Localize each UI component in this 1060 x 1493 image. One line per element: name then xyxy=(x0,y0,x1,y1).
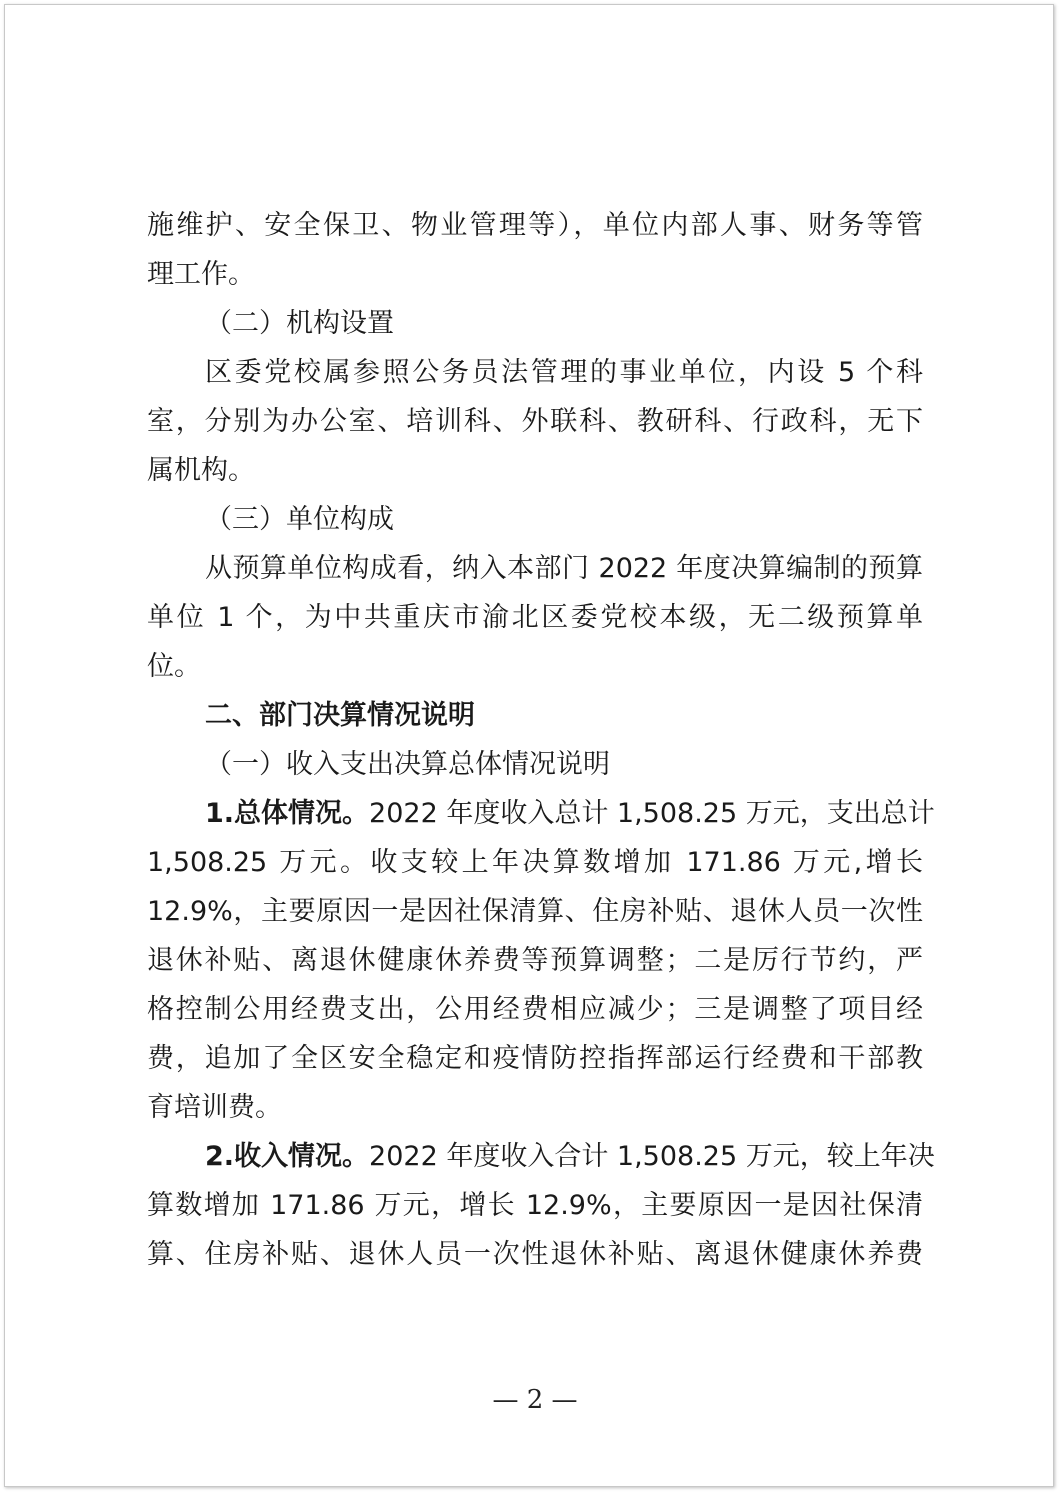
paragraph-line: 退休补贴、离退休健康休养费等预算调整；二是厉行节约，严 xyxy=(147,945,923,976)
lead-text: 2022 年度收入总计 1,508.25 万元，支出总计 xyxy=(369,798,935,829)
paragraph-line: 算、住房补贴、退休人员一次性退休补贴、离退休健康休养费 xyxy=(147,1239,923,1270)
paragraph-line: 格控制公用经费支出，公用经费相应减少；三是调整了项目经 xyxy=(147,994,923,1025)
lead-income: 2.收入情况。 xyxy=(205,1141,370,1172)
paragraph-line: 算数增加 171.86 万元，增长 12.9%，主要原因一是因社保清 xyxy=(147,1190,923,1221)
paragraph-line: 12.9%，主要原因一是因社保清算、住房补贴、退休人员一次性 xyxy=(147,896,923,927)
section-heading-org-setup: （二）机构设置 xyxy=(205,308,394,339)
paragraph-line: 位。 xyxy=(147,651,201,682)
paragraph-line: 育培训费。 xyxy=(147,1092,282,1123)
lead-overall: 1.总体情况。 xyxy=(205,798,370,829)
paragraph-line: 单位 1 个，为中共重庆市渝北区委党校本级，无二级预算单 xyxy=(147,602,923,633)
paragraph-line: 从预算单位构成看，纳入本部门 2022 年度决算编制的预算 xyxy=(205,553,923,584)
paragraph-line xyxy=(147,789,935,838)
body-text xyxy=(147,201,935,1279)
paragraph-line xyxy=(147,1132,935,1181)
section-heading-unit-composition: （三）单位构成 xyxy=(205,504,394,535)
paragraph-line: 区委党校属参照公务员法管理的事业单位，内设 5 个科 xyxy=(205,357,923,388)
document-page xyxy=(4,4,1054,1487)
paragraph-line: 费，追加了全区安全稳定和疫情防控指挥部运行经费和干部教 xyxy=(147,1043,923,1074)
paragraph-line: 施维护、安全保卫、物业管理等），单位内部人事、财务等管 xyxy=(147,210,923,241)
lead-text: 2022 年度收入合计 1,508.25 万元，较上年决 xyxy=(369,1141,935,1172)
section-heading-income-expense: （一）收入支出决算总体情况说明 xyxy=(205,749,610,780)
chapter-heading-department-accounts: 二、部门决算情况说明 xyxy=(205,700,475,731)
page-number: — 2 — xyxy=(492,1385,578,1415)
paragraph-line: 属机构。 xyxy=(147,455,255,486)
paragraph-line: 室，分别为办公室、培训科、外联科、教研科、行政科，无下 xyxy=(147,406,923,437)
paragraph-line: 理工作。 xyxy=(147,259,255,290)
paragraph-line: 1,508.25 万元。收支较上年决算数增加 171.86 万元,增长 xyxy=(147,847,923,878)
